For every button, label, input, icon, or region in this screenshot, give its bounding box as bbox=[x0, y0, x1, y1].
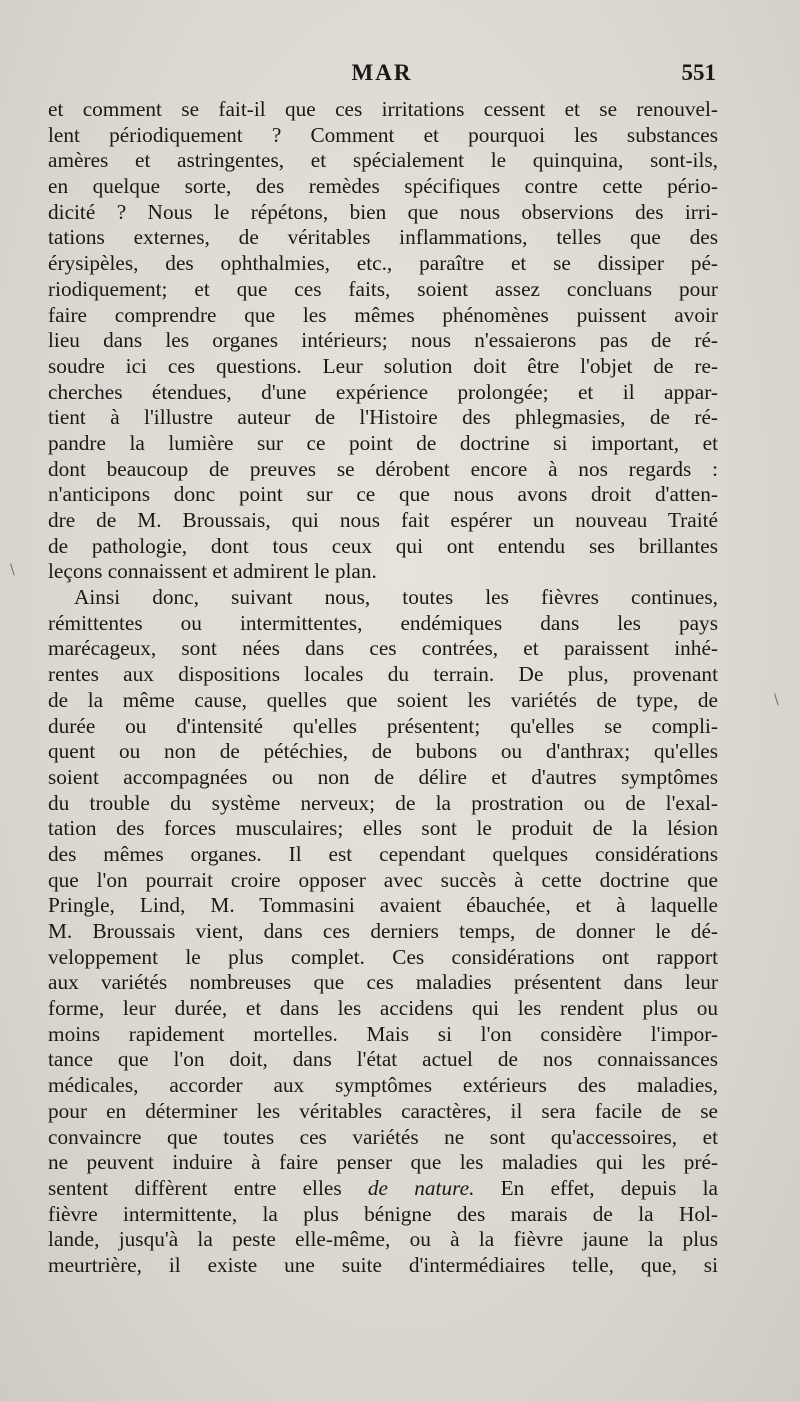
margin-mark: \ bbox=[10, 562, 15, 578]
text-line: M. Broussais vient, dans ces derniers temps, de donner le dé- bbox=[48, 919, 718, 943]
text-line: pandre la lumière sur ce point de doctrine si important, et bbox=[48, 430, 718, 455]
text-line: du trouble du système nerveux; de la prostration ou de l'exal- bbox=[48, 790, 718, 815]
text-line: tation des forces musculaires; elles sont le produit de la lésion bbox=[48, 816, 718, 841]
text-line: riodiquement; et que ces faits, soient assez concluans pour bbox=[48, 276, 718, 301]
text-line: quent ou non de pétéchies, de bubons ou d'anthrax; qu'elles bbox=[48, 739, 718, 764]
text-line: leçons connaissent et admirent le plan. bbox=[48, 559, 377, 584]
body-text bbox=[48, 97, 718, 1279]
text-line: soudre ici ces questions. Leur solution doit être l'objet de re- bbox=[48, 353, 718, 378]
text-line: amères et astringentes, et spécialement le quinquina, sont-ils, bbox=[48, 148, 718, 173]
text-line: faire comprendre que les mêmes phénomènes puissent avoir bbox=[48, 302, 718, 327]
italic-phrase: de nature. bbox=[367, 1175, 475, 1200]
text-line: meurtrière, il existe une suite d'intermédiaires telle, que, si bbox=[48, 1252, 718, 1277]
running-head: MAR bbox=[351, 60, 413, 85]
text-line: dicité ? Nous le répétons, bien que nous observions des irri- bbox=[48, 199, 718, 224]
text-line: veloppement le plus complet. Ces considérations ont rapport bbox=[48, 944, 718, 969]
text-line: de la même cause, quelles que soient les variétés de type, de bbox=[48, 687, 718, 712]
page-number: 551 bbox=[681, 60, 716, 85]
text-line: pour en déterminer les véritables caractères, il sera facile de se bbox=[48, 1098, 718, 1123]
text-line: dre de M. Broussais, qui nous fait espérer un nouveau Traité bbox=[48, 508, 718, 532]
text-line: et comment se fait-il que ces irritations cessent et se renouvel- bbox=[48, 97, 718, 121]
text-line-mixed bbox=[48, 1176, 718, 1202]
text-line: Ainsi donc, suivant nous, toutes les fièvres continues, bbox=[74, 585, 718, 610]
text-line: des mêmes organes. Il est cependant quelques considérations bbox=[48, 841, 718, 866]
text-line: aux variétés nombreuses que ces maladies présentent dans leur bbox=[48, 970, 718, 995]
text-line: tient à l'illustre auteur de l'Histoire des phlegmasies, de ré- bbox=[48, 405, 718, 430]
text-line: cherches étendues, d'une expérience prolongée; et il appar- bbox=[48, 379, 718, 404]
text-line: forme, leur durée, et dans les accidens qui les rendent plus ou bbox=[48, 996, 718, 1021]
text-line: rémittentes ou intermittentes, endémiques dans les pays bbox=[48, 610, 718, 635]
text-line: en quelque sorte, des remèdes spécifiques contre cette pério- bbox=[48, 174, 718, 199]
text-line: ne peuvent induire à faire penser que les maladies qui les pré- bbox=[48, 1150, 718, 1175]
margin-mark: \ bbox=[774, 692, 779, 708]
text-line: fièvre intermittente, la plus bénigne des marais de la Hol- bbox=[48, 1201, 718, 1226]
text-line: convaincre que toutes ces variétés ne sont qu'accessoires, et bbox=[48, 1124, 718, 1149]
text-line: érysipèles, des ophthalmies, etc., paraître et se dissiper pé- bbox=[48, 251, 718, 276]
text-line: que l'on pourrait croire opposer avec succès à cette doctrine que bbox=[48, 867, 718, 892]
text-line: tance que l'on doit, dans l'état actuel de nos connaissances bbox=[48, 1047, 718, 1072]
text-line-end: En effet, depuis la bbox=[474, 1175, 719, 1200]
text-line: tations externes, de véritables inflammations, telles que des bbox=[48, 225, 718, 250]
text-line: durée ou d'intensité qu'elles présentent; qu'elles se compli- bbox=[48, 713, 718, 738]
text-line: lande, jusqu'à la peste elle-même, ou à la fièvre jaune la plus bbox=[48, 1227, 718, 1252]
text-line: Pringle, Lind, M. Tommasini avaient ébauchée, et à laquelle bbox=[48, 893, 718, 918]
text-line: dont beaucoup de preuves se dérobent encore à nos regards : bbox=[48, 456, 718, 481]
page-header bbox=[48, 60, 716, 94]
text-line-start: sentent diffèrent entre elles bbox=[48, 1175, 368, 1200]
text-line: rentes aux dispositions locales du terrain. De plus, provenant bbox=[48, 662, 718, 687]
text-line: médicales, accorder aux symptômes extérieurs des maladies, bbox=[48, 1073, 718, 1098]
text-line: soient accompagnées ou non de délire et d'autres symptômes bbox=[48, 764, 718, 789]
text-line: lieu dans les organes intérieurs; nous n'essaierons pas de ré- bbox=[48, 328, 718, 353]
text-line: n'anticipons donc point sur ce que nous avons droit d'atten- bbox=[48, 482, 718, 507]
text-line: marécageux, sont nées dans ces contrées, et paraissent inhé- bbox=[48, 636, 718, 661]
text-line: moins rapidement mortelles. Mais si l'on considère l'impor- bbox=[48, 1021, 718, 1046]
text-line: lent périodiquement ? Comment et pourquoi les substances bbox=[48, 122, 718, 147]
text-line: de pathologie, dont tous ceux qui ont entendu ses brillantes bbox=[48, 533, 718, 558]
